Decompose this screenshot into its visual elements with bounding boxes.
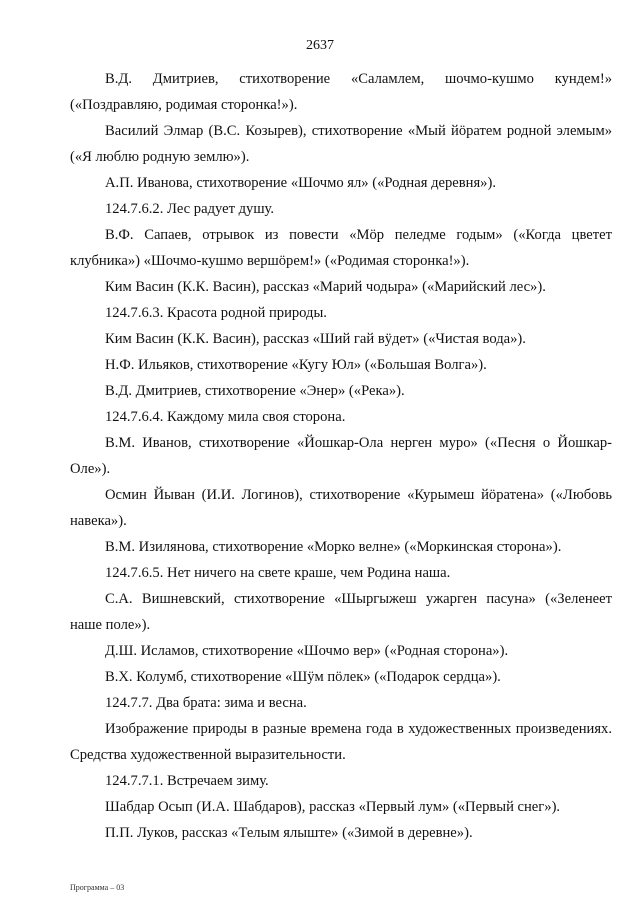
paragraph: А.П. Иванова, стихотворение «Шочмо ял» («Родная деревня»). (105, 175, 496, 191)
paragraph: Ким Васин (К.К. Васин), рассказ «Ший гай вӱдет» («Чистая вода»). (105, 331, 526, 347)
paragraph: Д.Ш. Исламов, стихотворение «Шочмо вер» («Родная сторона»). (105, 643, 509, 659)
paragraph: В.Х. Колумб, стихотворение «Шӱм пӧлек» («Подарок сердца»). (105, 669, 501, 685)
paragraph: В.Ф. Сапаев, отрывок из повести «Мӧр пеледме годым» («Когда цветет клубника») «Шочмо-кушмо вершӧрем!» («Родимая сторонка!»). (70, 227, 612, 269)
paragraph: Осмин Йыван (И.И. Логинов), стихотворение «Курымеш йӧратена» («Любовь навека»). (70, 487, 612, 529)
paragraph: В.Д. Дмитриев, стихотворение «Энер» («Река»). (105, 383, 405, 399)
paragraph: Ким Васин (К.К. Васин), рассказ «Марий чодыра» («Марийский лес»). (105, 279, 546, 295)
page-number: 2637 (306, 38, 334, 53)
paragraph: П.П. Луков, рассказ «Телым ялыште» («Зимой в деревне»). (105, 825, 473, 841)
paragraph: Василий Элмар (В.С. Козырев), стихотворение «Мый йӧратем родной элемым» («Я люблю родную землю»). (70, 123, 612, 165)
paragraph: В.Д. Дмитриев, стихотворение «Саламлем, шочмо-кушмо кундем!» («Поздравляю, родимая сторонка!»). (70, 71, 612, 113)
section-heading: 124.7.6.4. Каждому мила своя сторона. (105, 409, 346, 425)
document-body (70, 66, 612, 846)
section-heading: 124.7.6.5. Нет ничего на свете краше, чем Родина наша. (105, 565, 451, 581)
section-heading: 124.7.6.2. Лес радует душу. (105, 201, 275, 217)
paragraph: С.А. Вишневский, стихотворение «Шыргыжеш ужарген пасуна» («Зеленеет наше поле»). (70, 591, 612, 633)
section-heading: 124.7.6.3. Красота родной природы. (105, 305, 327, 321)
paragraph: В.М. Иванов, стихотворение «Йошкар-Ола нерген муро» («Песня о Йошкар-Оле»). (70, 435, 612, 477)
section-heading: 124.7.7.1. Встречаем зиму. (105, 773, 269, 789)
section-heading: 124.7.7. Два брата: зима и весна. (105, 695, 307, 711)
paragraph: Изображение природы в разные времена года в художественных произведениях. Средства художественной выразительности. (70, 721, 612, 763)
paragraph: В.М. Изилянова, стихотворение «Морко велне» («Моркинская сторона»). (105, 539, 562, 555)
footer-label: Программа – 03 (70, 883, 125, 892)
paragraph: Н.Ф. Ильяков, стихотворение «Кугу Юл» («Большая Волга»). (105, 357, 487, 373)
paragraph: Шабдар Осып (И.А. Шабдаров), рассказ «Первый лум» («Первый снег»). (105, 799, 561, 815)
